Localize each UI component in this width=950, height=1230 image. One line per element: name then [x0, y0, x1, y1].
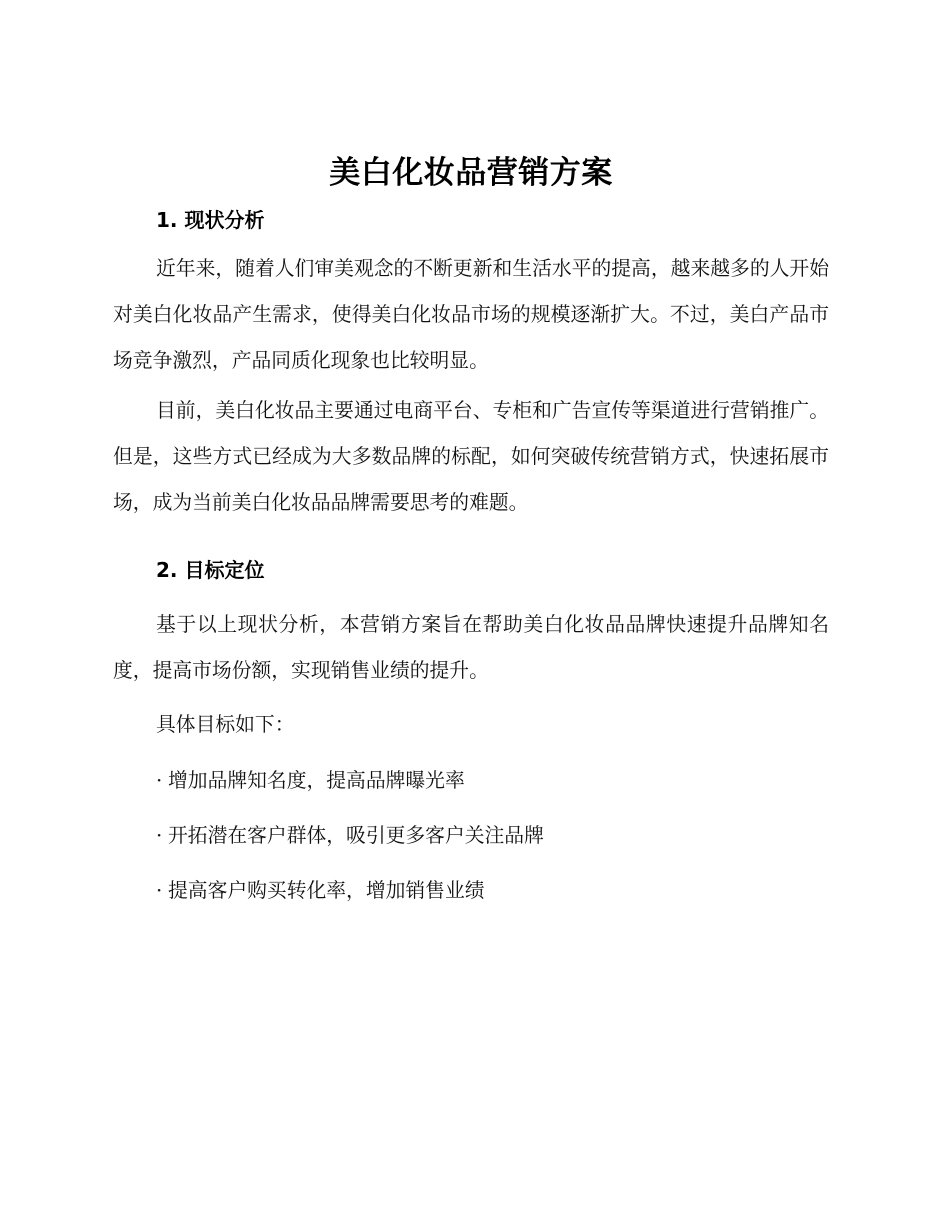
section-heading-status-analysis: 1. 现状分析 [156, 208, 265, 232]
paragraph-market-background: 近年来，随着人们审美观念的不断更新和生活水平的提高，越来越多的人开始对美白化妆品产生需求，使得美白化妆品市场的规模逐渐扩大。不过，美白产品市场竞争激烈，产品同质化现象也比较明显。 [113, 257, 829, 372]
goals-list [113, 758, 829, 914]
bullet-dot-icon: · [156, 879, 163, 902]
list-item [156, 868, 829, 914]
list-item [156, 758, 829, 804]
document-body [113, 150, 829, 923]
paragraph-plan-purpose: 基于以上现状分析，本营销方案旨在帮助美白化妆品品牌快速提升品牌知名度，提高市场份额，实现销售业绩的提升。 [113, 613, 829, 682]
list-item-text: 开拓潜在客户群体，吸引更多客户关注品牌 [168, 824, 544, 847]
paragraph-specific-goals-intro: 具体目标如下： [156, 713, 295, 736]
section-heading-target-positioning: 2. 目标定位 [156, 558, 265, 582]
paragraph-marketing-channels: 目前，美白化妆品主要通过电商平台、专柜和广告宣传等渠道进行营销推广。但是，这些方式已经成为大多数品牌的标配，如何突破传统营销方式，快速拓展市场，成为当前美白化妆品品牌需要思考的难题。 [113, 399, 829, 514]
list-item-text: 增加品牌知名度，提高品牌曝光率 [168, 769, 465, 792]
bullet-dot-icon: · [156, 824, 163, 847]
list-item [156, 813, 829, 859]
list-item-text: 提高客户购买转化率，增加销售业绩 [168, 879, 485, 902]
bullet-dot-icon: · [156, 769, 163, 792]
document-title: 美白化妆品营销方案 [329, 155, 613, 191]
